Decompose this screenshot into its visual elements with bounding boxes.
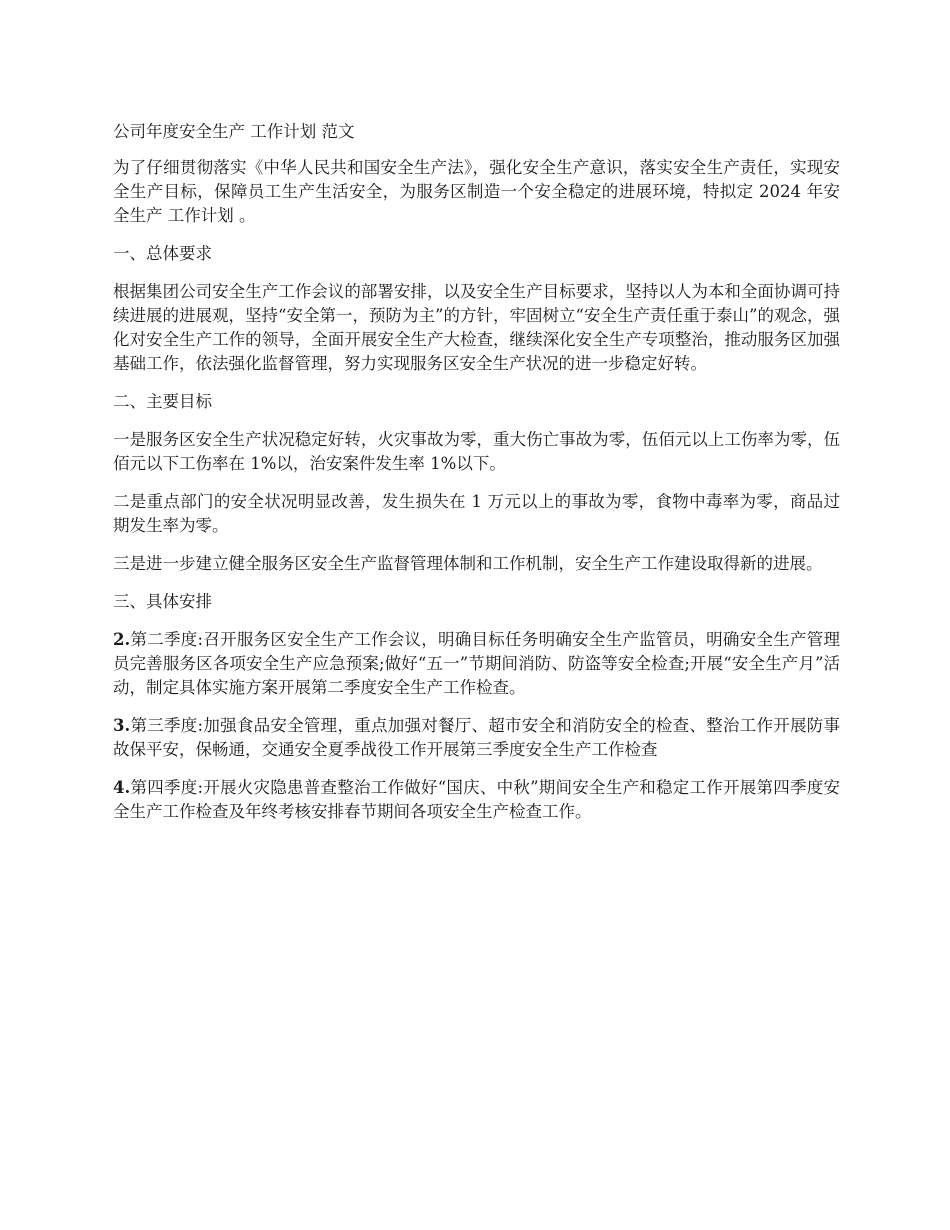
arrangement-number: 4. [113,778,131,797]
arrangement-text: 第四季度:开展火灾隐患普查整治工作做好“国庆、中秋”期间安全生产和稳定工作开展第四季度安全生产工作检查及年终考核安排春节期间各项安全生产检查工作。 [113,778,840,821]
document-title: 公司年度安全生产 工作计划 范文 [113,122,355,141]
section-heading-overall-requirements: 一、总体要求 [113,244,212,263]
arrangement-text: 第二季度:召开服务区安全生产工作会议，明确目标任务明确安全生产监管员，明确安全生产管理员完善服务区各项安全生产应急预案;做好“五一”节期间消防、防盗等安全检查;开展“安全生产月”活动，制定具体实施方案开展第二季度安全生产工作检查。 [113,630,840,697]
arrangement-number: 3. [113,716,131,735]
overall-requirements-paragraph: 根据集团公司安全生产工作会议的部署安排，以及安全生产目标要求，坚持以人为本和全面协调可持续进展的进展观，坚持“安全第一，预防为主”的方针，牢固树立“安全生产责任重于泰山”的观念，强化对安全生产工作的领导，全面开展安全生产大检查，继续深化安全生产专项整治，推动服务区加强基础工作，依法强化监督管理，努力实现服务区安全生产状况的进一步稳定好转。 [113,282,840,373]
goal-paragraph-2: 二是重点部门的安全状况明显改善，发生损失在 1 万元以上的事故为零，食物中毒率为零，商品过期发生率为零。 [113,492,840,535]
arrangement-item-q4 [113,776,840,824]
intro-paragraph: 为了仔细贯彻落实《中华人民共和国安全生产法》，强化安全生产意识，落实安全生产责任，实现安全生产目标，保障员工生产生活安全，为服务区制造一个安全稳定的进展环境，特拟定 2024 年安全生产 工作计划 。 [113,158,840,225]
section-heading-specific-arrangements: 三、具体安排 [113,592,212,611]
arrangement-item-q3 [113,714,840,762]
arrangement-text: 第三季度:加强食品安全管理，重点加强对餐厅、超市安全和消防安全的检查、整治工作开展防事故保平安，保畅通，交通安全夏季战役工作开展第三季度安全生产工作检查 [113,716,840,759]
section-heading-main-goals: 二、主要目标 [113,392,212,411]
arrangement-item-q2 [113,628,840,700]
goal-paragraph-3: 三是进一步建立健全服务区安全生产监督管理体制和工作机制，安全生产工作建设取得新的进展。 [113,554,823,573]
arrangement-number: 2. [113,630,131,649]
goal-paragraph-1: 一是服务区安全生产状况稳定好转，火灾事故为零，重大伤亡事故为零，伍佰元以上工伤率为零，伍佰元以下工伤率在 1%以，治安案件发生率 1%以下。 [113,430,840,473]
